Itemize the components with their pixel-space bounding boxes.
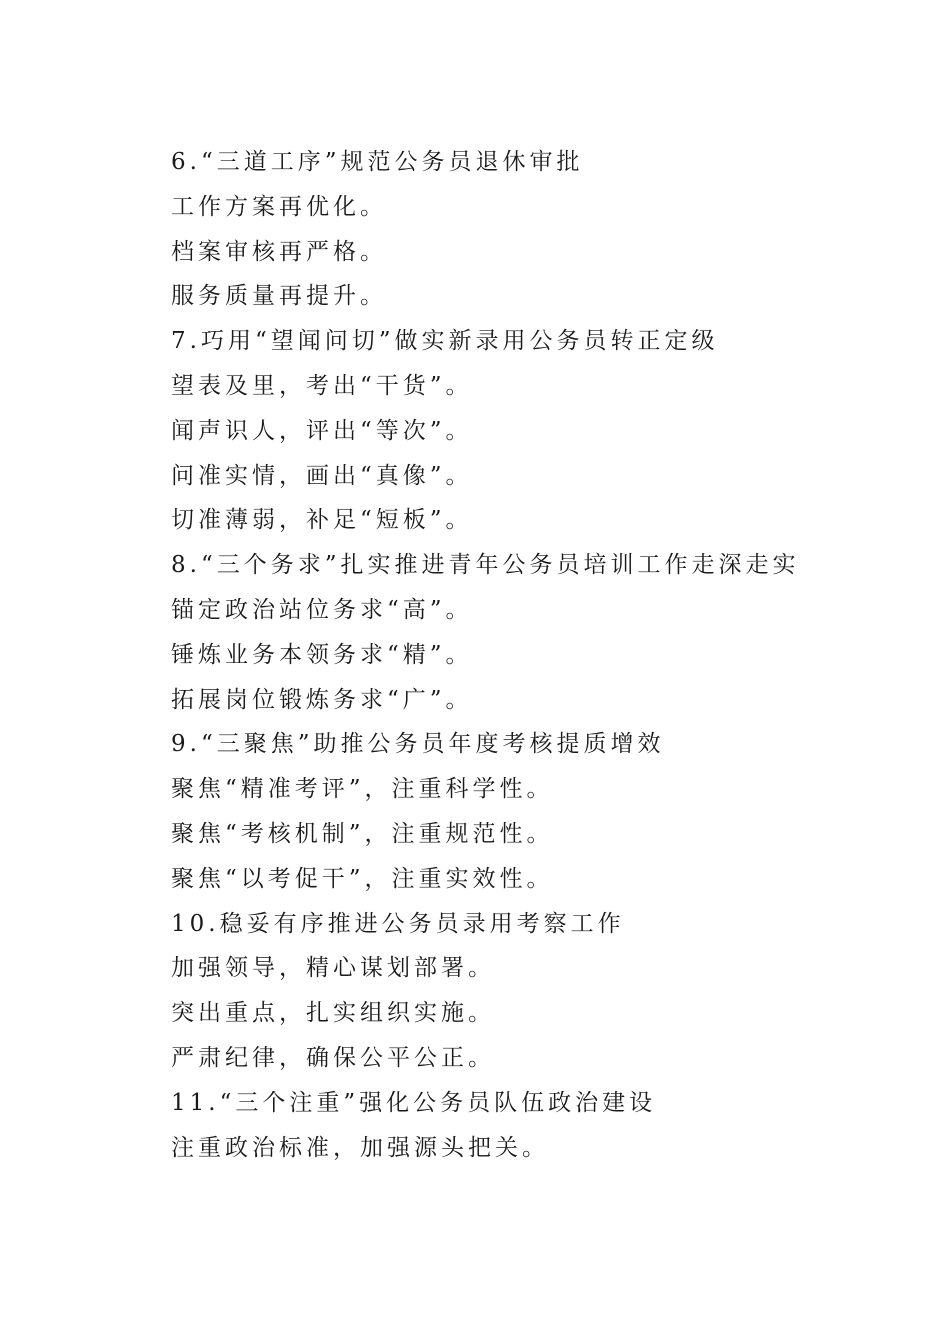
text-line: 锤炼业务本领务求“精”。 bbox=[171, 641, 473, 668]
text-line: 聚焦“精准考评”，注重科学性。 bbox=[171, 776, 554, 803]
text-line: 突出重点，扎实组织实施。 bbox=[171, 1000, 495, 1027]
text-line: 拓展岗位锻炼务求“广”。 bbox=[171, 686, 473, 713]
text-line: 聚焦“以考促干”，注重实效性。 bbox=[171, 865, 554, 892]
heading-9: 9.“三聚焦”助推公务员年度考核提质增效 bbox=[171, 731, 665, 758]
text-line: 望表及里，考出“干货”。 bbox=[171, 372, 473, 399]
heading-11: 11.“三个注重”强化公务员队伍政治建设 bbox=[171, 1089, 657, 1116]
text-line: 服务质量再提升。 bbox=[171, 283, 387, 310]
text-line: 档案审核再严格。 bbox=[171, 238, 387, 265]
text-line: 聚焦“考核机制”，注重规范性。 bbox=[171, 820, 554, 847]
text-line: 锚定政治站位务求“高”。 bbox=[171, 596, 473, 623]
text-line: 切准薄弱，补足“短板”。 bbox=[171, 507, 473, 534]
text-line: 严肃纪律，确保公平公正。 bbox=[171, 1044, 495, 1071]
text-line: 注重政治标准，加强源头把关。 bbox=[171, 1134, 549, 1161]
text-line: 加强领导，精心谋划部署。 bbox=[171, 955, 495, 982]
heading-6: 6.“三道工序”规范公务员退休审批 bbox=[171, 149, 584, 175]
heading-10: 10.稳妥有序推进公务员录用考察工作 bbox=[171, 910, 625, 937]
document-body bbox=[171, 140, 871, 1170]
heading-7: 7.巧用“望闻问切”做实新录用公务员转正定级 bbox=[171, 328, 719, 355]
text-line: 闻声识人，评出“等次”。 bbox=[171, 417, 473, 444]
heading-8: 8.“三个务求”扎实推进青年公务员培训工作走深走实 bbox=[171, 552, 800, 579]
text-line: 问准实情，画出“真像”。 bbox=[171, 462, 473, 489]
text-line: 工作方案再优化。 bbox=[171, 193, 387, 220]
